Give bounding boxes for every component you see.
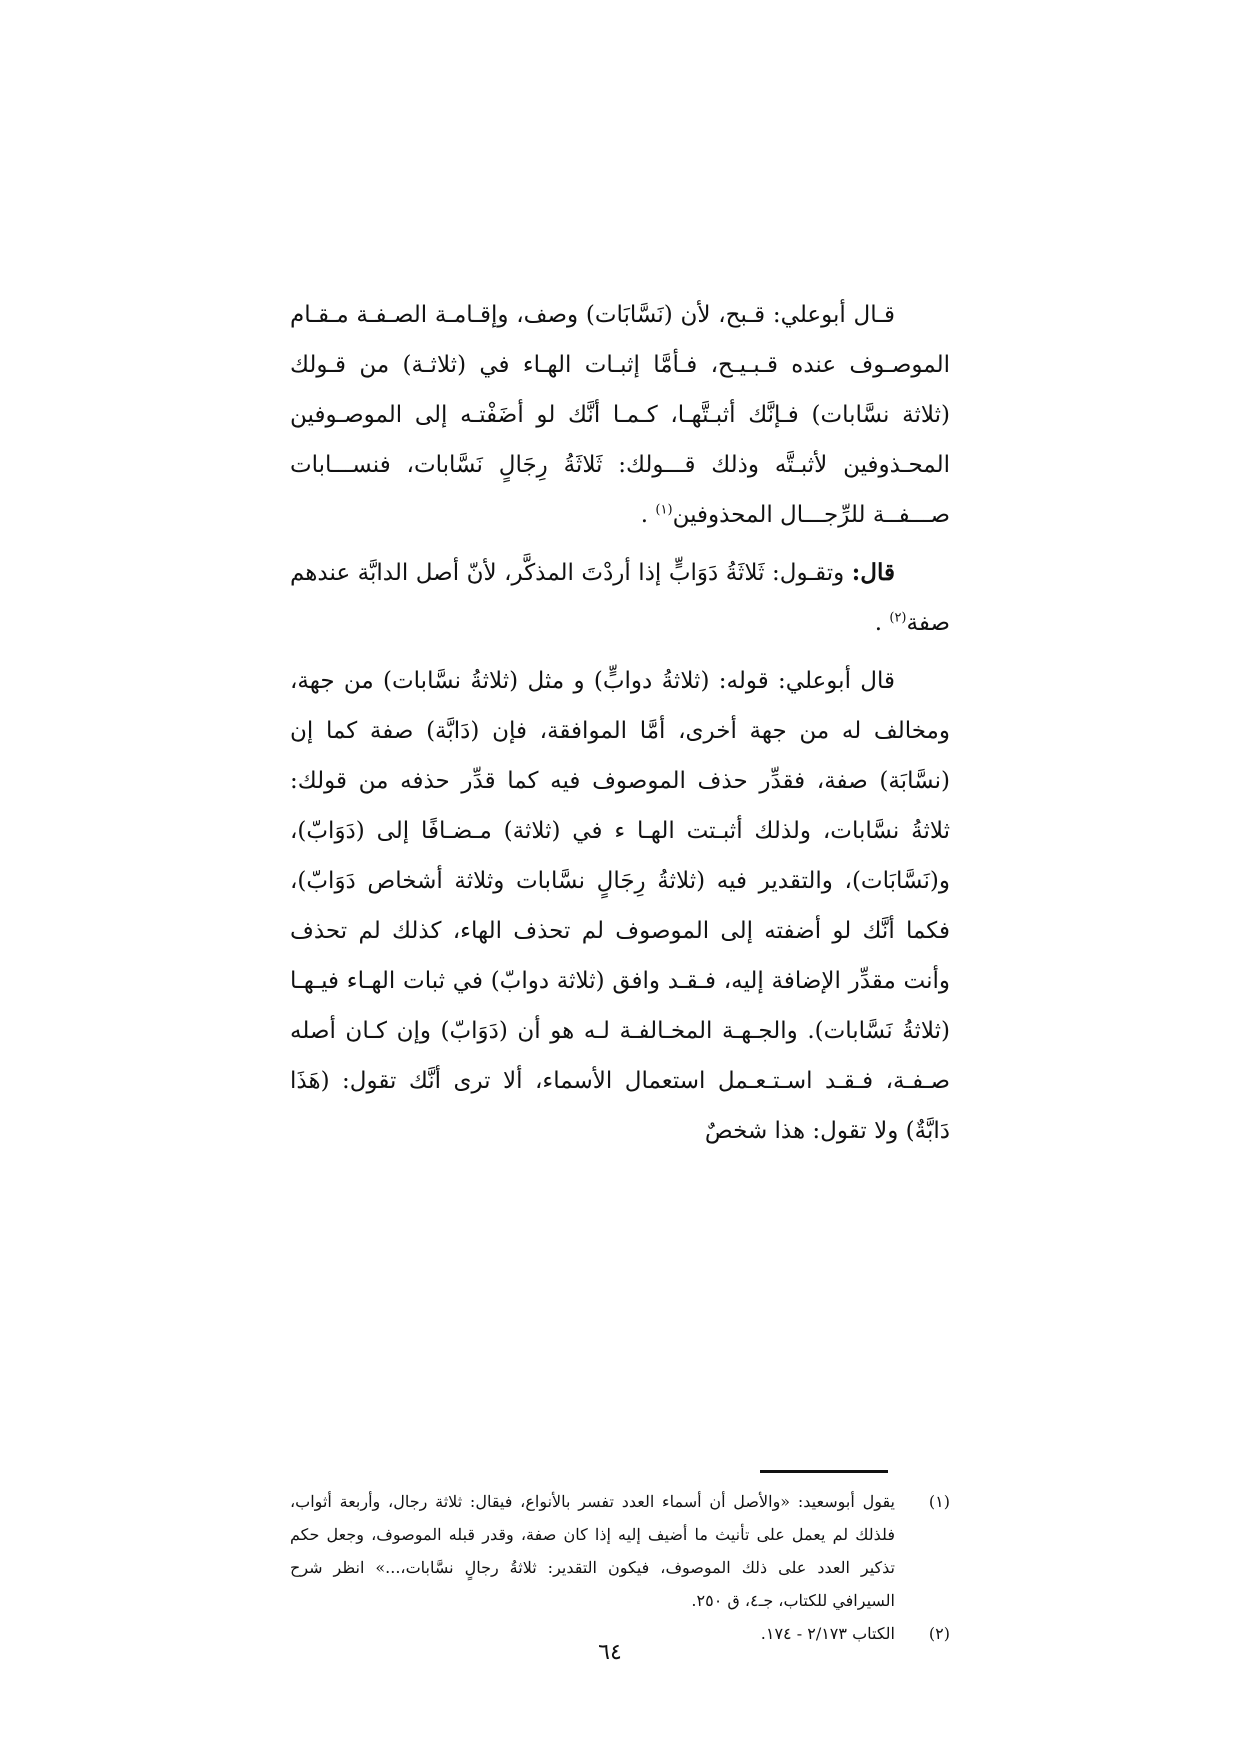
footnote-number: (١)	[928, 1492, 950, 1511]
main-text	[290, 290, 950, 1156]
paragraph-abu-ali-2	[290, 656, 950, 1156]
footnote-ref-1[interactable]: (١)	[655, 502, 673, 518]
footnote-text: الكتاب ٢/١٧٣ - ١٧٤.	[760, 1624, 895, 1643]
qala-end: .	[874, 610, 890, 636]
paragraph-text: قـال أبوعلي: قـبح، لأن (نَسَّابَات) وصف، وإقـامـة الصـفـة مـقـام الموصـوف عنده قـبـيـح، فـأمَّا إثبـات الهـاء في (ثلاثـة) من قـولك (ثلاثة نسَّابات) فـإنَّك أثبـتَّهـا، كـمـا أنَّك لو أضَفْتـه إلى الموصـوفين المحـذوفين لأثبـتَّه وذلك قـــولك: ثَلاثَةُ رِجَالٍ نَسَّابات، فنســـابات صـــفــة للرِّجـــال المحذوفين	[290, 302, 950, 528]
footnotes	[290, 1485, 950, 1650]
qala-label: قال:	[851, 559, 895, 586]
footnote-text: يقول أبوسعيد: «والأصل أن أسماء العدد تفسر بالأنواع، فيقال: ثلاثة رجال، وأربعة أثواب، فلذلك لم يعمل على تأنيث ما أضيف إليه إذا كان صفة، وقدر قبله الموصوف، وجعل حكم تذكير العدد على ذلك الموصوف، فيكون التقدير: ثلاثةُ رجالٍ نسَّابات،...» انظر شرح السيرافي للكتاب، جـ٤، ق ٢٥٠.	[290, 1492, 895, 1610]
qala-text: وتقـول: ثَلاثَةُ دَوَابٍّ إذا أردْتَ المذكَّر، لأنّ أصل الدابَّة عندهم صفة	[290, 560, 950, 636]
footnote-separator	[760, 1470, 888, 1473]
footnote-ref-2[interactable]: (٢)	[889, 610, 907, 626]
paragraph-abu-ali-1	[290, 290, 950, 540]
paragraph-end: .	[640, 502, 656, 528]
page-number: ٦٤	[598, 1640, 622, 1665]
footnote-number: (٢)	[928, 1624, 950, 1643]
footnote-1	[290, 1485, 950, 1617]
paragraph-qala	[290, 548, 950, 648]
abu-ali-text: قال أبوعلي: قوله: (ثلاثةُ دوابٍّ) و مثل (ثلاثةُ نسَّابات) من جهة، ومخالف له من جهة أخرى، أمَّا الموافقة، فإن (دَابَّة) صفة كما إن (نسَّابَة) صفة، فقدِّر حذف الموصوف فيه كما قدِّر حذفه من قولك: ثلاثةُ نسَّابات، ولذلك أثبـتت الهـا ء في (ثلاثة) مـضـافًا إلى (دَوَابّ)، و(نَسَّابَات)، والتقدير فيه (ثلاثةُ رِجَالٍ نسَّابات وثلاثة أشخاص دَوَابّ)، فكما أنَّك لو أضفته إلى الموصوف لم تحذف الهاء، كذلك لم تحذف وأنت مقدِّر الإضافة إليه، فـقـد وافق (ثلاثة دوابّ) في ثبات الهـاء فيـهـا (ثلاثةُ نَسَّابات). والجـهـة المخـالفـة لـه هو أن (دَوَابّ) وإن كـان أصله صـفـة، فـقـد اسـتـعـمل استعمال الأسماء، ألا ترى أنَّك تقول: (هَذَا دَابَّةٌ) ولا تقول: هذا شخصٌ	[290, 668, 950, 1144]
